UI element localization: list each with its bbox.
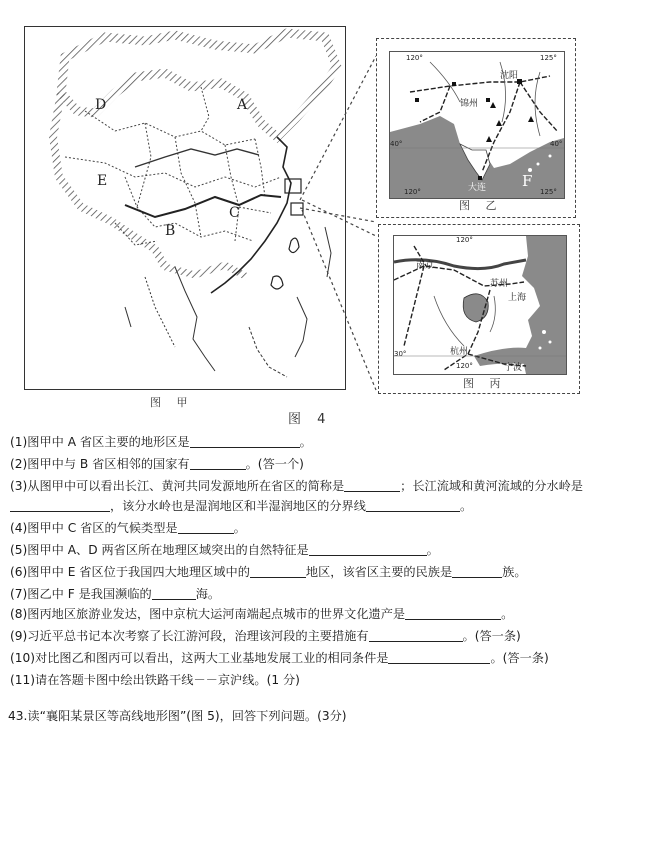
- question-text: (11)请在答题卡图中绘出铁路干线－－京沪线。(1 分): [10, 673, 300, 687]
- answer-blank[interactable]: [388, 651, 490, 664]
- question-text: ，该分水岭也是湿润地区和半湿润地区的分界线: [110, 499, 366, 513]
- question-11: [10, 672, 300, 688]
- question-6: [10, 564, 527, 580]
- city-shanghai: 上海: [508, 293, 527, 303]
- question-text: 。(答一个): [245, 457, 304, 471]
- city-shenyang: 沈阳: [500, 71, 519, 81]
- coord-30-left: 30°: [394, 350, 407, 358]
- question-5: [10, 542, 439, 558]
- map-yi-graphic: [390, 52, 564, 198]
- region-label-a: A: [237, 97, 248, 113]
- figure-4-caption: 图 4: [288, 412, 332, 427]
- question-text: (7)图乙中 F 是我国濒临的: [10, 587, 152, 601]
- question-7: [10, 586, 220, 602]
- region-label-e: E: [97, 173, 108, 189]
- answer-blank[interactable]: [452, 565, 502, 578]
- answer-blank[interactable]: [309, 543, 427, 556]
- question-text: (2)图甲中与 B 省区相邻的国家有: [10, 457, 190, 471]
- answer-blank[interactable]: [190, 457, 246, 470]
- answer-blank[interactable]: [366, 499, 460, 512]
- answer-blank[interactable]: [405, 607, 501, 620]
- region-label-d: D: [95, 97, 107, 113]
- question-text: (3)从图甲中可以看出长江、黄河共同发源地所在省区的简称是: [10, 479, 345, 493]
- region-label-b: B: [165, 223, 176, 239]
- map-bing: [393, 235, 567, 375]
- question-10: [10, 650, 549, 666]
- question-text: (4)图甲中 C 省区的气候类型是: [10, 521, 178, 535]
- answer-blank[interactable]: [178, 521, 234, 534]
- coord-120-bottom: 120°: [456, 362, 473, 370]
- question-1: [10, 434, 312, 450]
- map-bing-caption: 图 丙: [463, 377, 507, 390]
- question-text: 海。: [195, 587, 221, 601]
- question-text: 族。: [502, 565, 527, 579]
- question-text: 。: [233, 521, 246, 535]
- question-text: (5)图甲中 A、D 两省区所在地理区域突出的自然特征是: [10, 543, 309, 557]
- answer-blank[interactable]: [369, 629, 463, 642]
- city-suzhou: 苏州: [490, 279, 509, 289]
- answer-blank[interactable]: [190, 435, 300, 448]
- question-3-cont: [10, 498, 472, 514]
- answer-blank[interactable]: [250, 565, 306, 578]
- question-text: (10)对比图乙和图丙可以看出，这两大工业基地发展工业的相同条件是: [10, 651, 389, 665]
- question-3: [10, 478, 583, 494]
- question-text: 。(答一条): [490, 651, 549, 665]
- coord-125-bottom: 125°: [540, 188, 557, 196]
- answer-blank[interactable]: [344, 479, 400, 492]
- question-text: ；长江流域和黄河流域的分水岭是: [400, 479, 583, 493]
- map-bing-frame: [378, 224, 580, 394]
- city-nanjing: 南京: [416, 261, 435, 271]
- coord-40-left: 40°: [390, 140, 403, 148]
- coord-125-top: 125°: [540, 54, 557, 62]
- coord-40-right: 40°: [550, 140, 563, 148]
- city-dalian: 大连: [468, 183, 487, 193]
- city-jinzhou: 锦州: [460, 99, 479, 109]
- sea-label-f: F: [522, 172, 533, 190]
- question-text: (1)图甲中 A 省区主要的地形区是: [10, 435, 190, 449]
- question-text: 。(答一条): [462, 629, 521, 643]
- map-yi-caption: 图 乙: [459, 199, 503, 212]
- question-text: 。: [459, 499, 473, 513]
- answer-blank[interactable]: [152, 587, 196, 600]
- question-text: 。: [501, 607, 514, 621]
- region-label-c: C: [229, 205, 240, 221]
- question-2: [10, 456, 304, 472]
- question-4: [10, 520, 246, 536]
- coord-120-top: 120°: [406, 54, 423, 62]
- question-text: 。: [426, 543, 439, 557]
- question-8: [10, 606, 513, 622]
- map-yi: [389, 51, 565, 199]
- map-jia-caption: 图 甲: [150, 396, 194, 409]
- question-text: 地区，该省区主要的民族是: [305, 565, 453, 579]
- question-text: (8)图丙地区旅游业发达，图中京杭大运河南端起点城市的世界文化遗产是: [10, 607, 406, 621]
- answer-blank[interactable]: [10, 499, 110, 512]
- city-ningbo: 宁波: [504, 363, 523, 373]
- question-text: 。: [299, 435, 312, 449]
- question-43-heading: 43.读“襄阳某景区等高线地形图”(图 5)，回答下列问题。(3分): [8, 709, 347, 723]
- map-bing-graphic: [394, 236, 566, 374]
- coord-120-bottom: 120°: [404, 188, 421, 196]
- question-text: (9)习近平总书记本次考察了长江游河段，治理该河段的主要措施有: [10, 629, 369, 643]
- question-9: [10, 628, 521, 644]
- coord-120-top: 120°: [456, 236, 473, 244]
- city-hangzhou: 杭州: [450, 347, 469, 357]
- map-yi-frame: [376, 38, 576, 218]
- question-text: (6)图甲中 E 省区位于我国四大地理区域中的: [10, 565, 250, 579]
